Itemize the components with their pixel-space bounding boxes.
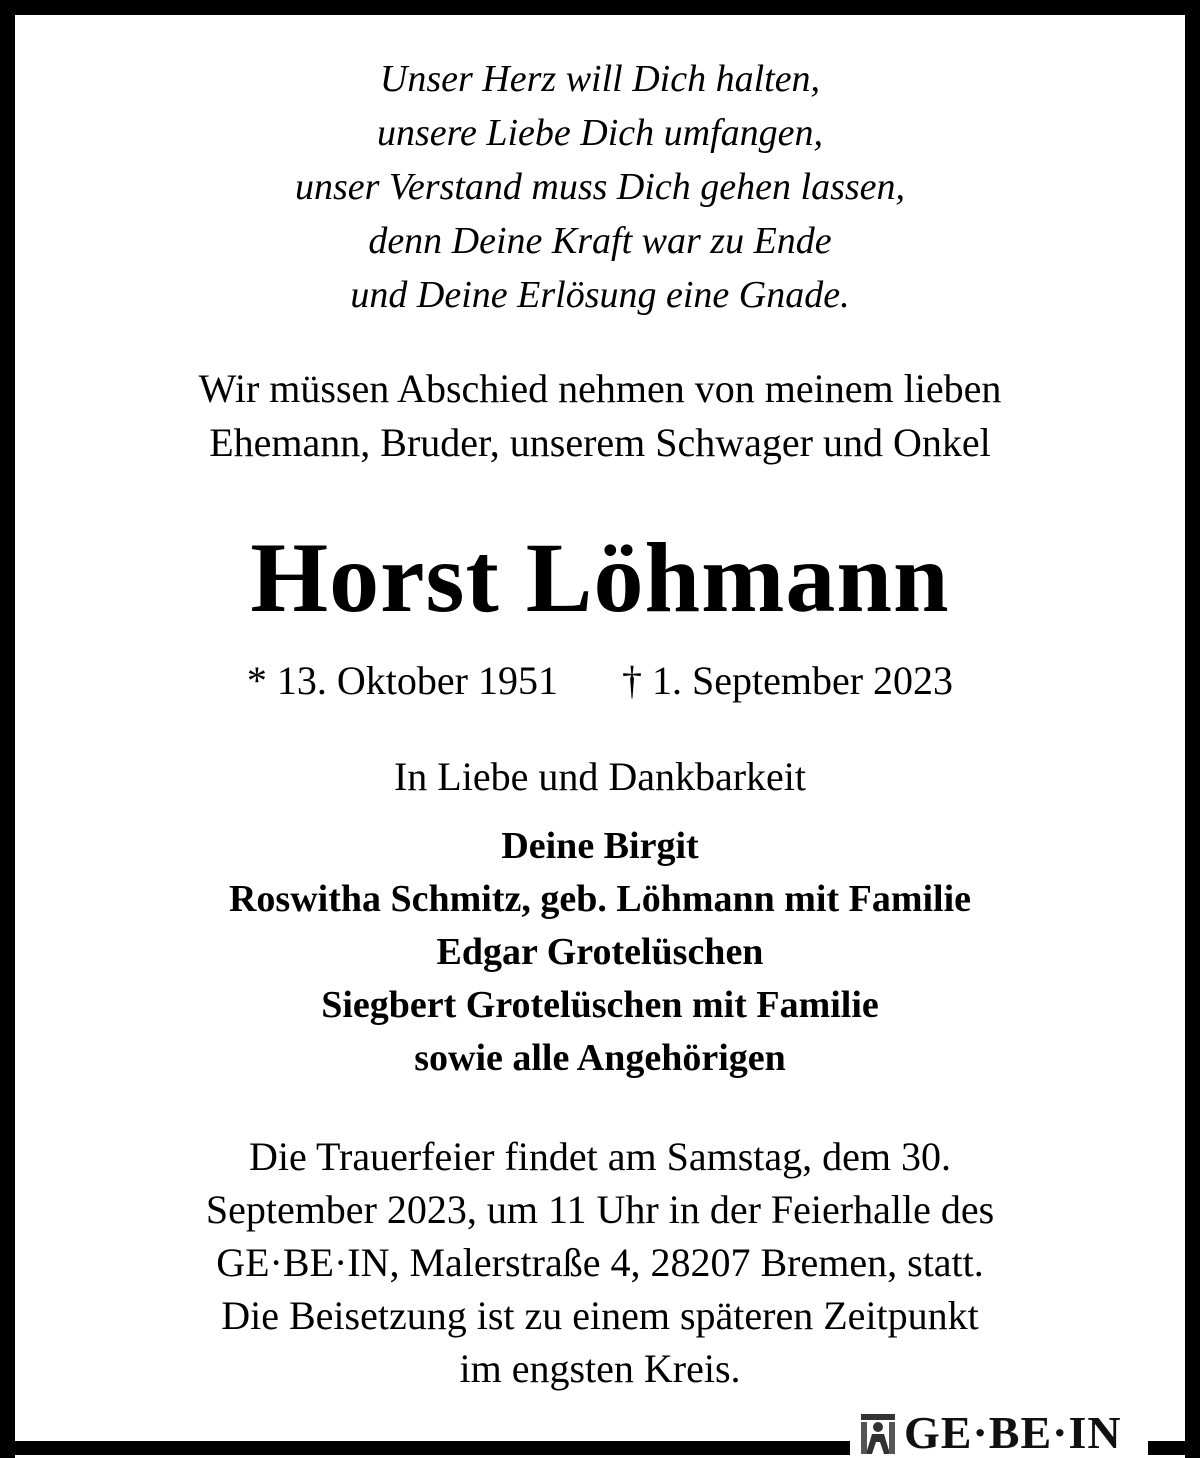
poem-line: unsere Liebe Dich umfangen, [376, 112, 824, 154]
poem [30, 52, 1170, 322]
logo-text: GE·BE·IN [904, 1407, 1122, 1458]
life-dates [30, 654, 1170, 708]
poem-line: unser Verstand muss Dich gehen lassen, [294, 166, 906, 208]
mourner: Roswitha Schmitz, geb. Löhmann mit Familie [228, 878, 972, 920]
gebein-figure-icon [858, 1410, 898, 1456]
gebein-logo [858, 1408, 1144, 1458]
service-info [30, 1130, 1170, 1395]
poem-line: und Deine Erlösung eine Gnade. [350, 274, 850, 316]
bottom-rule-right [1148, 1441, 1200, 1455]
service-line: im engsten Kreis. [459, 1346, 741, 1391]
poem-line: Unser Herz will Dich halten, [379, 58, 821, 100]
mourner: sowie alle Angehörigen [414, 1037, 786, 1079]
mourners-list [30, 820, 1170, 1085]
mourner: Siegbert Grotelüschen mit Familie [321, 984, 879, 1026]
deceased-name: Horst Löhmann [250, 522, 950, 633]
intro-line: Wir müssen Abschied nehmen von meinem lieben [198, 366, 1002, 411]
poem-line: denn Deine Kraft war zu Ende [368, 220, 832, 262]
mourner: Edgar Grotelüschen [436, 931, 764, 973]
intro-text [30, 362, 1170, 470]
birth-date: * 13. Oktober 1951 [246, 658, 558, 703]
service-line: Die Beisetzung ist zu einem späteren Zeitpunkt [221, 1293, 979, 1338]
intro-line: Ehemann, Bruder, unserem Schwager und Onkel [209, 420, 991, 465]
service-line: GE·BE·IN, Malerstraße 4, 28207 Bremen, statt. [216, 1240, 984, 1285]
death-date: † 1. September 2023 [622, 658, 954, 703]
service-line: September 2023, um 11 Uhr in der Feierhalle des [205, 1187, 995, 1232]
bottom-rule-left [0, 1441, 850, 1455]
dedication: In Liebe und Dankbarkeit [393, 754, 807, 799]
mourner: Deine Birgit [501, 825, 699, 867]
service-line: Die Trauerfeier findet am Samstag, dem 30. [248, 1134, 952, 1179]
